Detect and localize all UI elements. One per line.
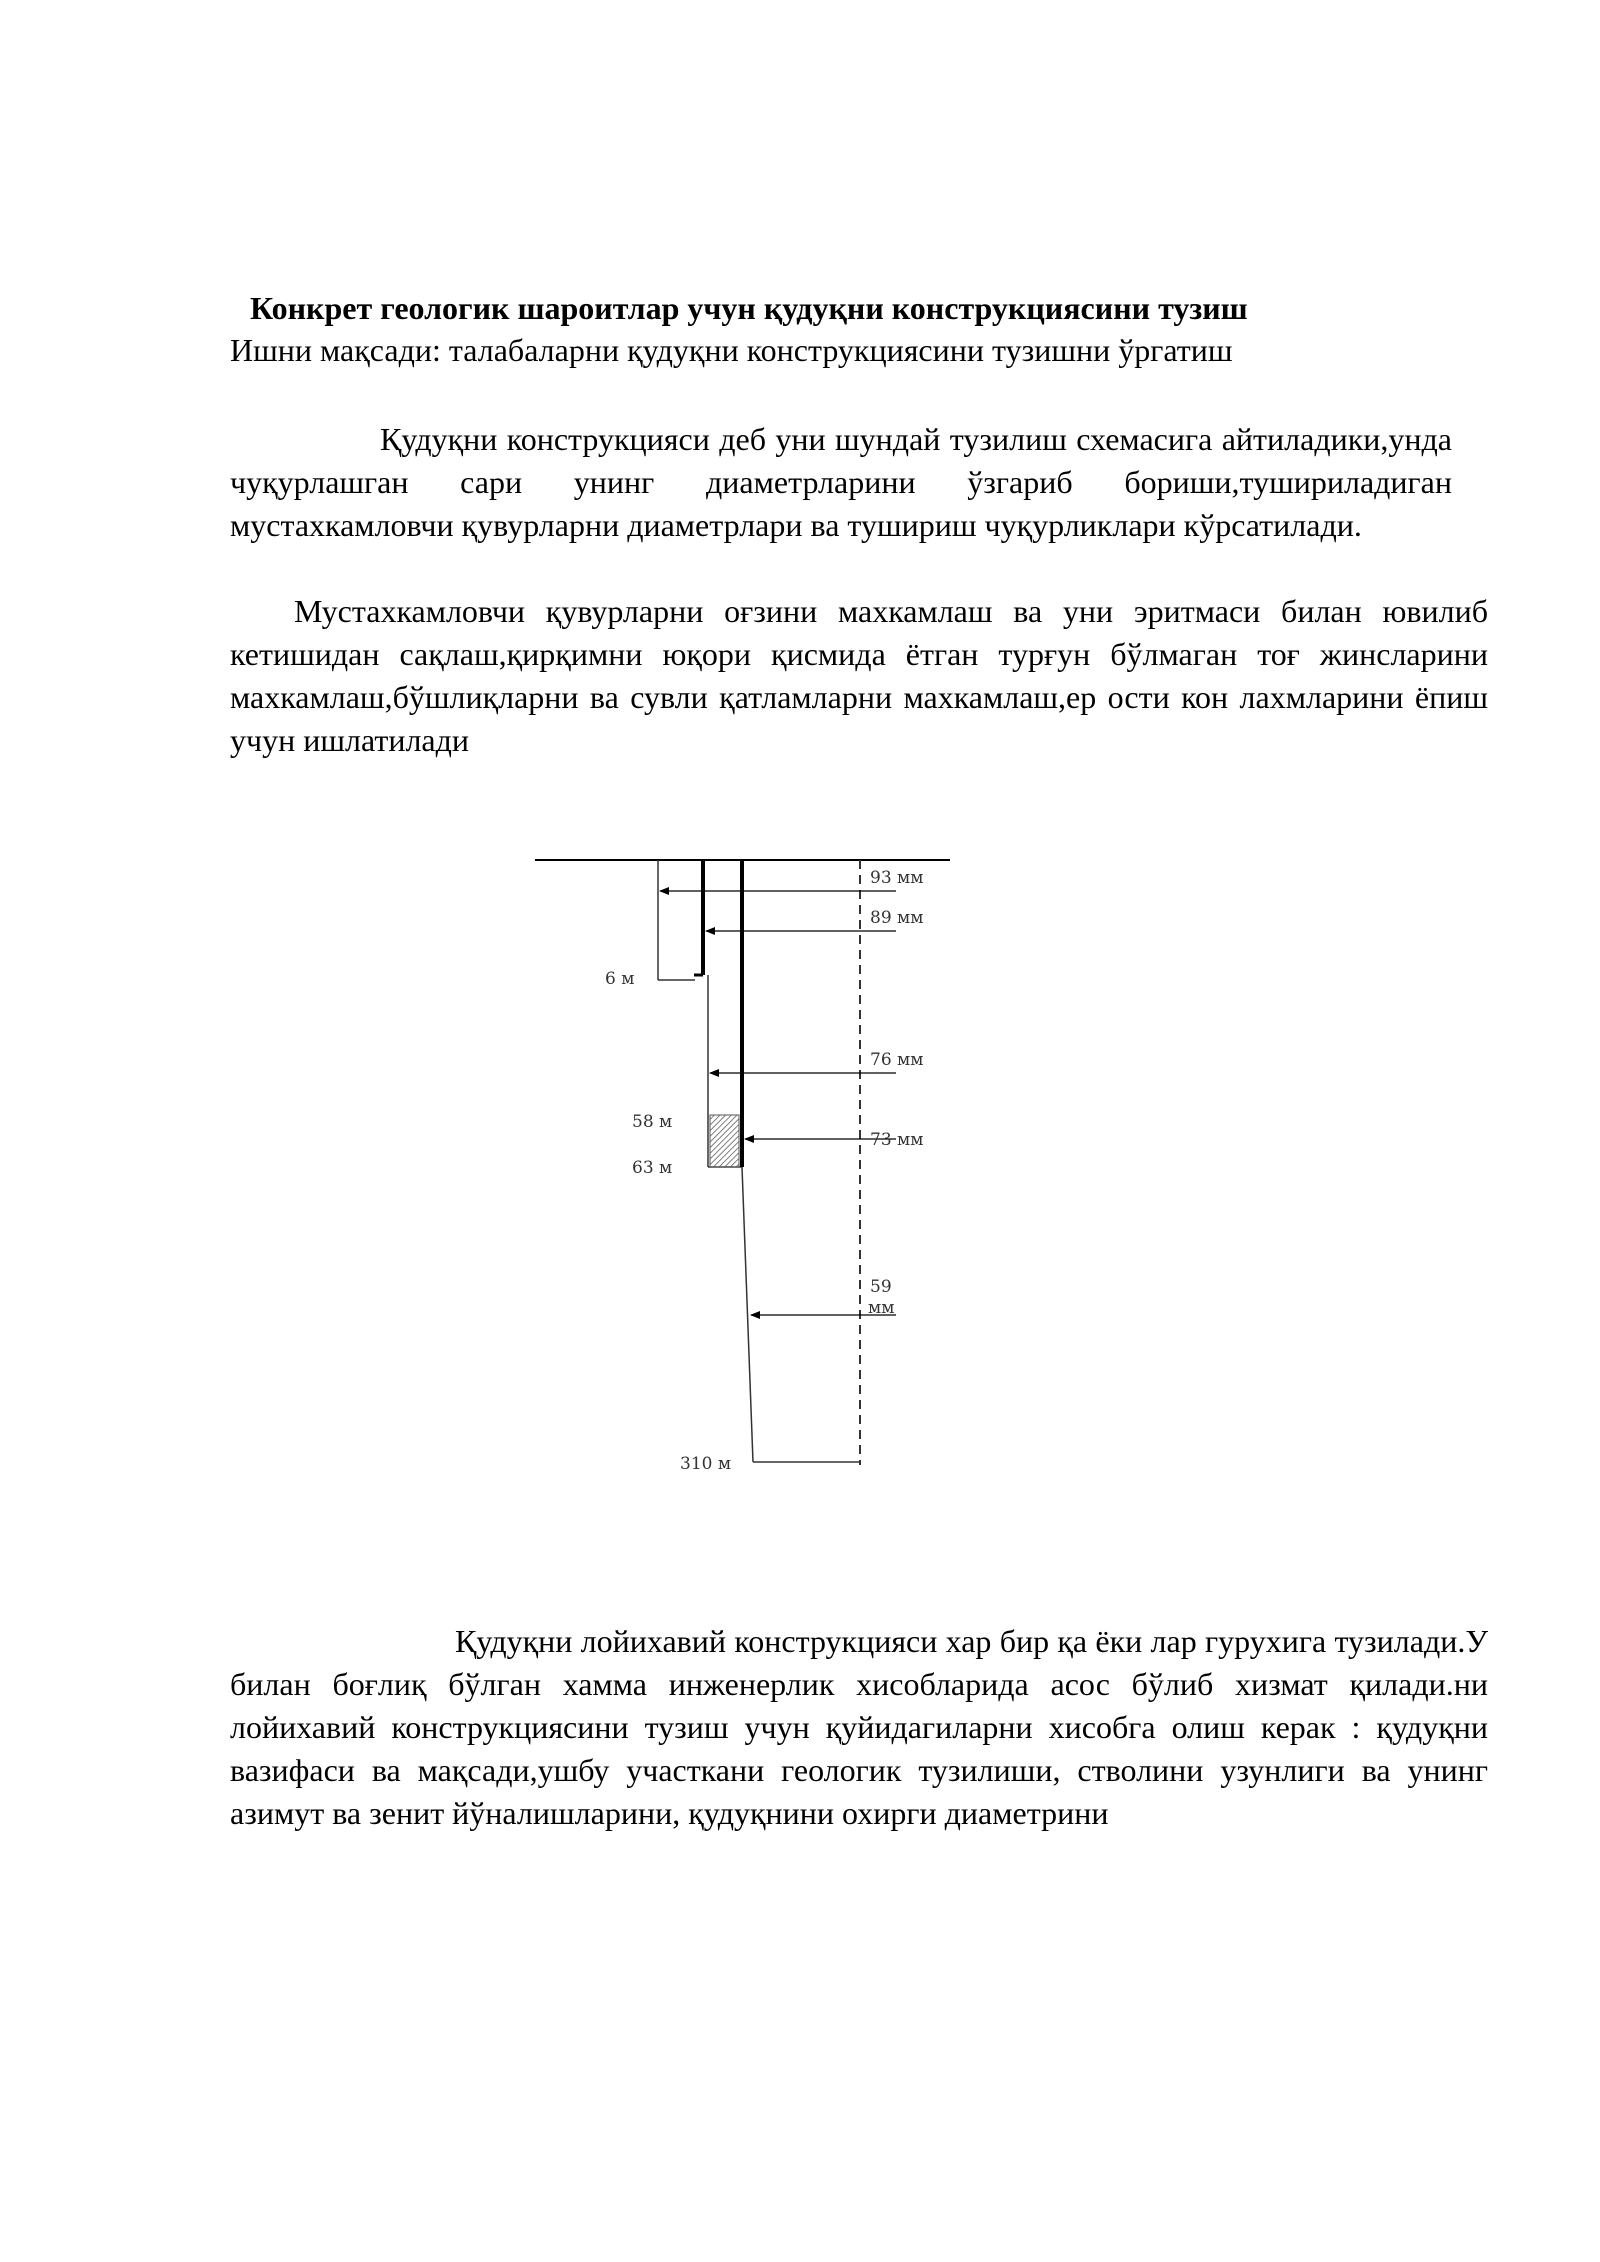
diameter-label-76: 76 мм <box>870 1050 924 1070</box>
page-title: Конкрет геологик шароитлар учун қудуқни конструкциясини тузиш <box>250 290 1248 326</box>
depth-label-63: 63 м <box>632 1158 673 1178</box>
work-goal: Ишни мақсади: талабаларни қудуқни конструкциясини тузишни ўргатиш <box>230 332 1233 368</box>
paragraph-design: Қудуқни лойихавий конструкцияси хар бир қа ёки лар гурухига тузилади.У билан боғлиқ бўлган хамма инженерлик хисобларида асос бўлиб хизмат қилади.ни лойихавий конструкциясини тузиш учун қуйидагиларни хисобга олиш керак : қудуқни вазифаси ва мақсади,ушбу участкани геологик тузилиши, стволини узунлиги ва унинг азимут ва зенит йўналишларини, қудуқнини охирги диаметрини <box>230 1623 1488 1831</box>
diameter-label-93: 93 мм <box>870 868 924 888</box>
cement-zone <box>710 1115 739 1167</box>
depth-label-58: 58 м <box>632 1112 673 1132</box>
well-construction-diagram <box>520 845 980 1505</box>
depth-label-6: 6 м <box>605 969 635 989</box>
diameter-label-89: 89 мм <box>870 908 924 928</box>
diameter-label-59-unit: мм <box>868 1298 895 1318</box>
depth-label-310: 310 м <box>680 1454 732 1474</box>
paragraph-definition: Қудуқни конструкцияси деб уни шундай тузилиш схемасига айтиладики,унда чуқурлашган сари унинг диаметрларини ўзгариб бориши,тушириладиган мустахкамловчи қувурларни диаметрлари ва тушириш чуқурликлари кўрсатилади. <box>230 421 1452 543</box>
diameter-label-73: 73 мм <box>870 1130 924 1150</box>
paragraph-purpose: Мустахкамловчи қувурларни оғзини махкамлаш ва уни эритмаси билан ювилиб кетишидан сақлаш,қирқимни юқори қисмида ётган турғун бўлмаган тоғ жинсларини махкамлаш,бўшлиқларни ва сувли қатламларни махкамлаш,ер ости кон лахмларини ёпиш учун ишлатилади <box>230 593 1488 758</box>
diameter-label-59: 59 <box>870 1277 892 1297</box>
